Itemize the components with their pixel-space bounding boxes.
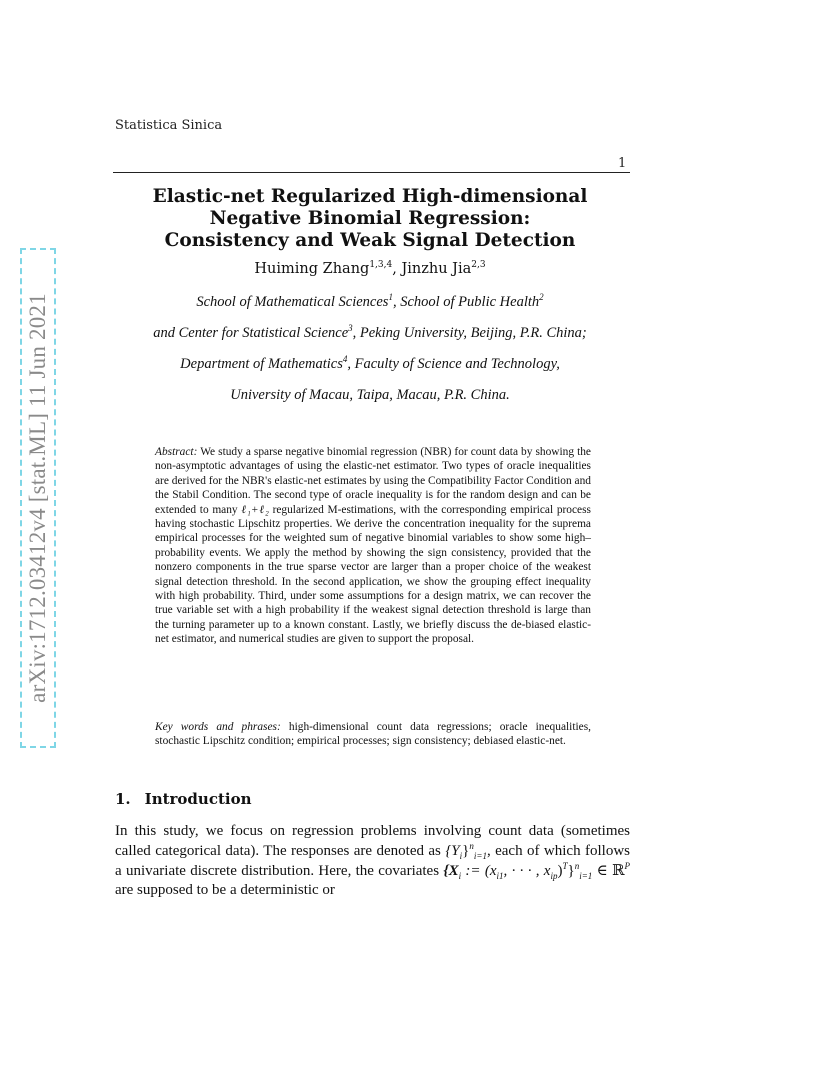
affiliation-mark: 3 <box>348 323 353 334</box>
author-affil-marks: 1,3,4 <box>369 260 393 271</box>
journal-name: Statistica Sinica <box>115 118 223 133</box>
math-part: } <box>462 842 470 859</box>
section-number: 1. <box>115 790 131 808</box>
keywords-text: high-dimensional count data regressions; oracle inequalities, stochastic Lipschitz condition; empirical processes; sign consistency; debiased elastic-net. <box>155 721 591 748</box>
affiliation-line: University of Macau, Taipa, Macau, P.R. China. <box>230 387 510 403</box>
affiliation-text: , Peking University, Beijing, P.R. China; <box>352 325 587 341</box>
math-sup: n <box>469 840 474 851</box>
affiliation-line <box>90 356 650 373</box>
affiliation-text: School of Mathematical Sciences <box>196 294 389 310</box>
math-part: ) <box>557 862 563 879</box>
author-name: Jinzhu Jia <box>401 261 472 277</box>
math-part: ∈ ℝ <box>592 862 625 879</box>
affiliation-text: , Faculty of Science and Technology, <box>347 356 560 372</box>
affiliation-text: Department of Mathematics <box>180 356 343 372</box>
body-text: In this study, we focus on regression problems involving count data (sometimes called categorical data). The responses are denoted as <box>115 823 630 859</box>
math-part: {Y <box>445 842 460 859</box>
section-title: Introduction <box>144 790 252 808</box>
affiliation-mark: 1 <box>388 292 393 303</box>
affiliation-line <box>90 294 650 311</box>
abstract-label: Abstract: <box>155 446 198 458</box>
affiliation-line <box>90 325 650 342</box>
keywords-label: Key words and phrases: <box>155 721 281 733</box>
title-line: Consistency and Weak Signal Detection <box>164 230 576 251</box>
title-line: Negative Binomial Regression: <box>209 208 531 229</box>
section-heading <box>115 790 252 808</box>
math-sub: i=1 <box>473 850 487 861</box>
paper-title <box>120 186 620 252</box>
affiliation-text: and Center for Statistical Science <box>153 325 349 341</box>
keywords <box>155 720 591 749</box>
body-text: , each of which follows a univariate discrete distribution. Here, the covariates <box>115 842 630 879</box>
abstract-text: regularized M-estimations, with the corresponding empirical process having stochastic Lipschitz properties. We derive the concentration inequality for the suprema empirical processes for the weighted sum of negative binomial variables to show some high–probability events. We apply the method by showing the sign consistency, provided that the nonzero components in the true sparse vector are larger than a proper choice of the weakest signal detection threshold. In the second application, we show the grouping effect inequality with high probability. Third, under some assumptions for a design matrix, we can recover the true variable set with a high probability if the weakest signal detection threshold is large than the turning parameter up to a known constant. Lastly, we briefly discuss the de-biased elastic-net estimator, and numerical studies are given to support the proposal. <box>155 503 591 646</box>
author-affil-marks: 2,3 <box>471 260 486 271</box>
affiliation-mark: 2 <box>539 292 544 303</box>
title-line: Elastic-net Regularized High-dimensional <box>152 186 588 207</box>
math-sub: i=1 <box>579 870 593 881</box>
abstract <box>155 445 591 647</box>
math-part: := (x <box>461 862 497 879</box>
math-part: , · · · , x <box>503 862 551 879</box>
abstract-math: ℓ₁+ℓ₂ <box>241 503 269 516</box>
page-number: 1 <box>618 156 627 171</box>
math-sub: ip <box>550 870 558 881</box>
math-sub: i <box>459 850 463 861</box>
author-separator: , <box>392 261 402 277</box>
affiliation-mark: 4 <box>342 354 348 365</box>
math-sub: i <box>458 870 462 881</box>
intro-paragraph <box>115 822 630 901</box>
arxiv-identifier: arXiv:1712.03412v4 [stat.ML] 11 Jun 2021 <box>25 293 50 703</box>
math-part: } <box>567 862 575 879</box>
math-sup: T <box>562 860 568 871</box>
header-rule <box>113 172 630 173</box>
math-sup: P <box>624 860 630 871</box>
inline-math <box>445 840 487 861</box>
author-name: Huiming Zhang <box>254 261 370 277</box>
body-text: are supposed to be a deterministic or <box>115 882 335 899</box>
abstract-text: We study a sparse negative binomial regression (NBR) for count data by showing the non-asymptotic advantages of using the elastic-net estimator. Two types of oracle inequalities are derived for the NBR's elastic-net estimates by using the Compatibility Factor Condition and the Stabil Condition. The second type of oracle inequality is for the random design and can be extended to many <box>155 446 591 516</box>
affiliation-text: , School of Public Health <box>392 294 540 310</box>
math-sub: i1 <box>496 870 504 881</box>
inline-math <box>443 860 630 881</box>
author-list <box>120 261 620 277</box>
arxiv-stamp <box>20 248 56 748</box>
math-part: {X <box>443 862 459 879</box>
math-sup: n <box>574 860 580 871</box>
